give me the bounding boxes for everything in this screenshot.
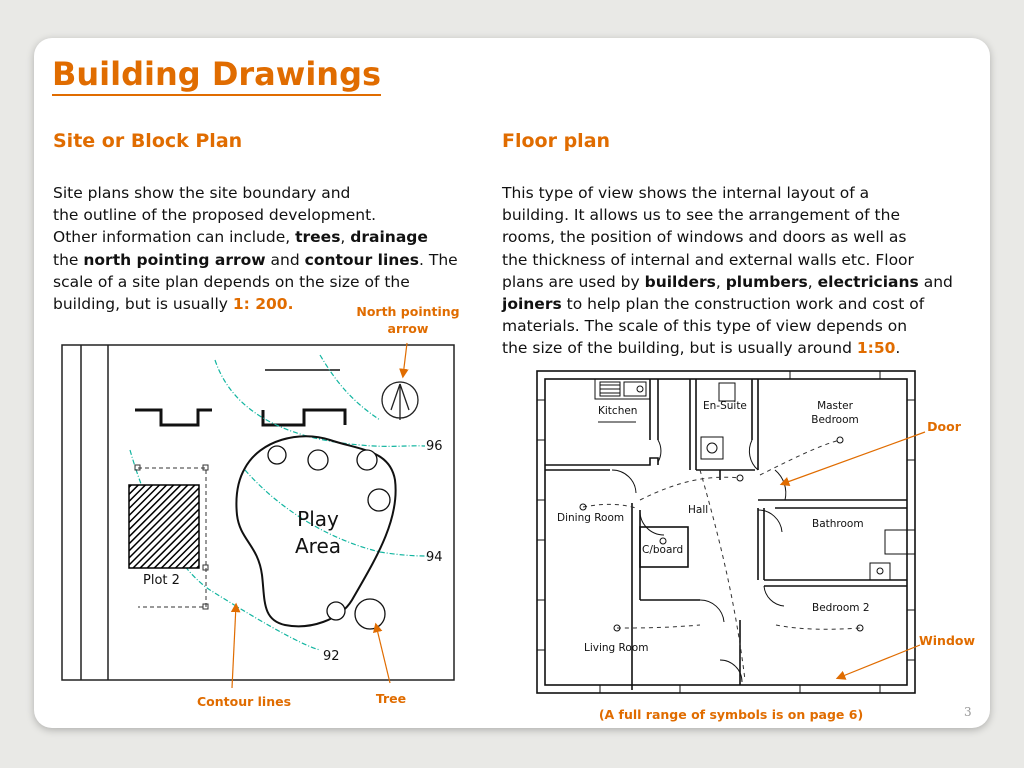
floor-line-2: building. It allows us to see the arrangement of the (502, 206, 900, 225)
contour-label-92: 92 (323, 649, 340, 664)
tree (308, 450, 328, 470)
floor-line-7: materials. The scale of this type of view depends on (502, 317, 908, 336)
keyword-drainage: drainage (350, 228, 428, 247)
keyword-joiners: joiners (502, 295, 562, 314)
floor-line-6-text: to help plan the construction work and cost of (561, 295, 925, 314)
floor-line-4: the thickness of internal and external walls etc. Floor (502, 250, 914, 269)
contour-label-96: 96 (426, 439, 443, 454)
site-line-1: Site plans show the site boundary and (53, 184, 351, 202)
site-line-4-mid: and (265, 250, 305, 269)
keyword-builders: builders (644, 272, 716, 291)
comma: , (340, 228, 351, 247)
room-hall: Hall (688, 504, 709, 516)
site-plan-heading: Site or Block Plan (53, 130, 243, 152)
site-scale: 1: 200. (232, 295, 294, 314)
room-master-2: Bedroom (811, 414, 859, 426)
site-line-4-end: . The (419, 250, 458, 269)
tree (268, 446, 286, 464)
comma: , (715, 272, 726, 291)
site-line-2: the outline of the proposed development. (53, 206, 377, 225)
tree (355, 599, 385, 629)
building-hatched (129, 485, 199, 568)
keyword-contour-lines: contour lines (304, 250, 420, 269)
floor-line-5-end: and (918, 272, 953, 291)
room-bathroom: Bathroom (812, 518, 864, 530)
page-title: Building Drawings (52, 54, 381, 96)
north-arrow-symbol (382, 382, 418, 420)
site-boundary (62, 345, 454, 680)
site-line-3-text: Other information can include, (53, 228, 296, 247)
play-area-label-1: Play (297, 507, 339, 531)
north-arrow-label-1: North pointing (356, 304, 460, 319)
keyword-plumbers: plumbers (725, 272, 808, 291)
page-number: 3 (964, 705, 972, 719)
period: . (895, 339, 901, 358)
play-area-label-2: Area (294, 534, 342, 558)
site-line-6-text: building, but is usually (53, 295, 233, 314)
floor-plan-heading: Floor plan (502, 130, 611, 152)
contour-label-94: 94 (426, 550, 443, 565)
floor-line-1: This type of view shows the internal layout of a (502, 184, 870, 202)
room-cboard: C/board (642, 544, 684, 556)
keyword-electricians: electricians (817, 272, 919, 291)
keyword-north-arrow: north pointing arrow (83, 250, 266, 269)
floor-line-5-text: plans are used by (502, 272, 645, 291)
room-dining: Dining Room (557, 512, 625, 524)
room-bedroom2: Bedroom 2 (812, 602, 870, 614)
north-arrow-label-2: arrow (387, 321, 429, 336)
boundary-walls (135, 370, 345, 425)
floor-line-3: rooms, the position of windows and doors as well as (502, 228, 907, 247)
room-kitchen: Kitchen (598, 405, 638, 417)
contour-lines-annotation: Contour lines (196, 694, 292, 709)
floor-scale: 1:50 (856, 339, 896, 358)
tree (368, 489, 390, 511)
room-master-1: Master (817, 400, 853, 412)
tree (357, 450, 377, 470)
keyword-trees: trees (295, 228, 341, 247)
door-annotation: Door (927, 419, 961, 434)
window-annotation: Window (918, 633, 976, 648)
floor-line-8-text: the size of the building, but is usually around (502, 339, 857, 358)
tree-annotation: Tree (375, 691, 407, 706)
site-line-4-text: the (53, 250, 84, 269)
comma: , (807, 272, 818, 291)
room-living: Living Room (584, 642, 649, 654)
plot-label: Plot 2 (143, 573, 180, 588)
room-ensuite: En-Suite (703, 400, 747, 412)
tree (327, 602, 345, 620)
site-line-5: scale of a site plan depends on the size of the (53, 272, 410, 291)
symbols-footnote: (A full range of symbols is on page 6) (598, 707, 864, 722)
